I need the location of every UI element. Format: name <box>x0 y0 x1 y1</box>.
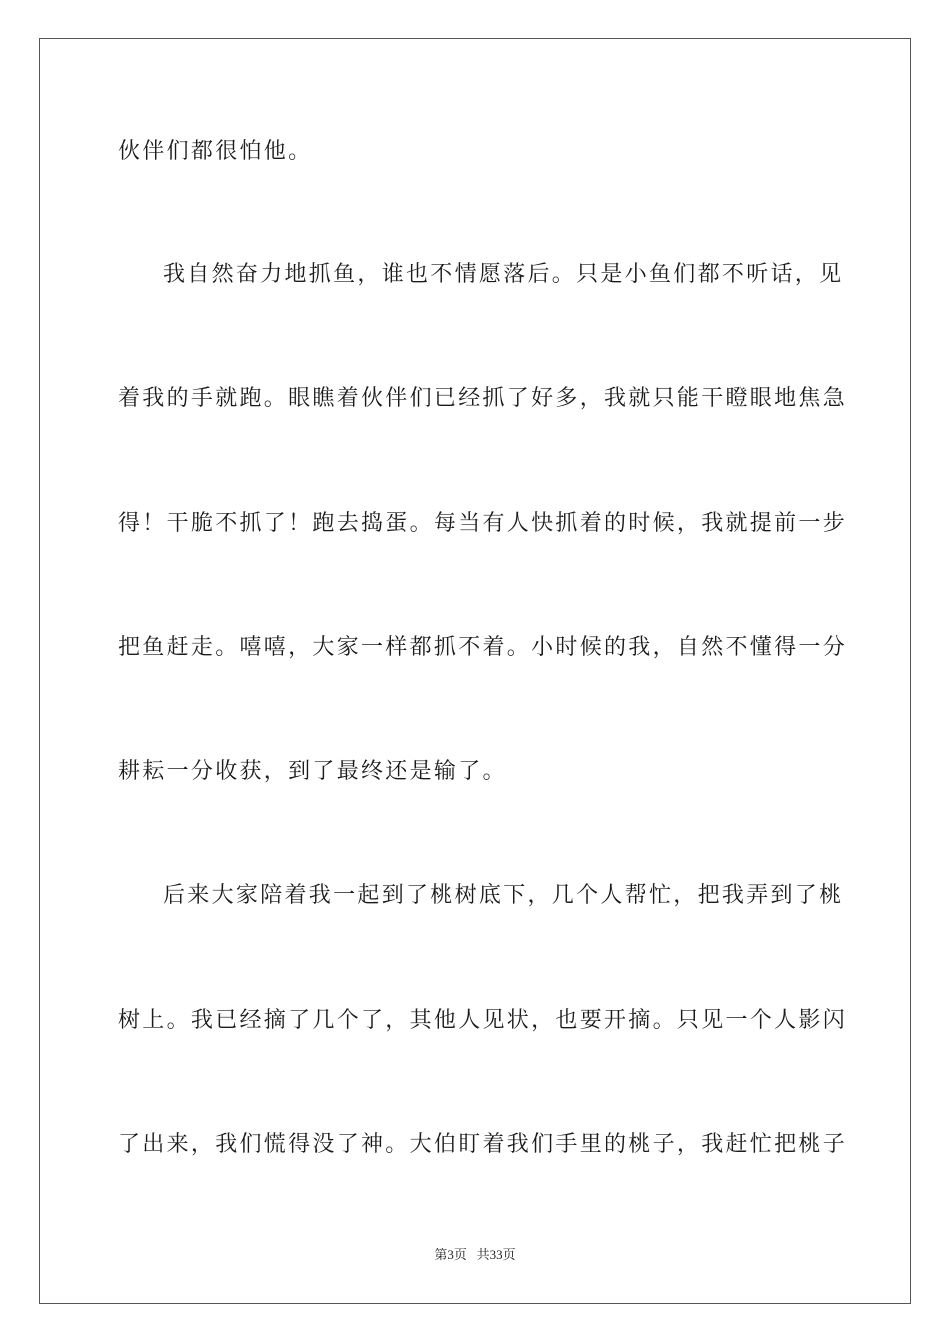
page-number: 第3页 <box>434 1247 467 1262</box>
text-line-9: 了出来，我们慌得没了神。大伯盯着我们手里的桃子，我赶忙把桃子 <box>118 1132 848 1157</box>
page-border <box>39 38 911 1304</box>
text-line-8: 树上。我已经摘了几个了，其他人见状，也要开摘。只见一个人影闪 <box>118 1008 848 1033</box>
text-line-1: 伙伴们都很怕他。 <box>118 139 313 164</box>
text-line-6: 耕耘一分收获，到了最终还是输了。 <box>118 759 507 784</box>
text-line-4: 得！干脆不抓了！跑去捣蛋。每当有人快抓着的时候，我就提前一步 <box>118 511 848 536</box>
page-total: 共33页 <box>476 1247 516 1262</box>
text-line-5: 把鱼赶走。嘻嘻，大家一样都抓不着。小时候的我，自然不懂得一分 <box>118 635 848 660</box>
text-line-7: 后来大家陪着我一起到了桃树底下，几个人帮忙，把我弄到了桃 <box>163 883 844 908</box>
text-line-3: 着我的手就跑。眼瞧着伙伴们已经抓了好多，我就只能干瞪眼地焦急 <box>118 386 848 411</box>
text-line-2: 我自然奋力地抓鱼，谁也不情愿落后。只是小鱼们都不听话，见 <box>163 262 844 287</box>
page-footer <box>0 1246 950 1264</box>
